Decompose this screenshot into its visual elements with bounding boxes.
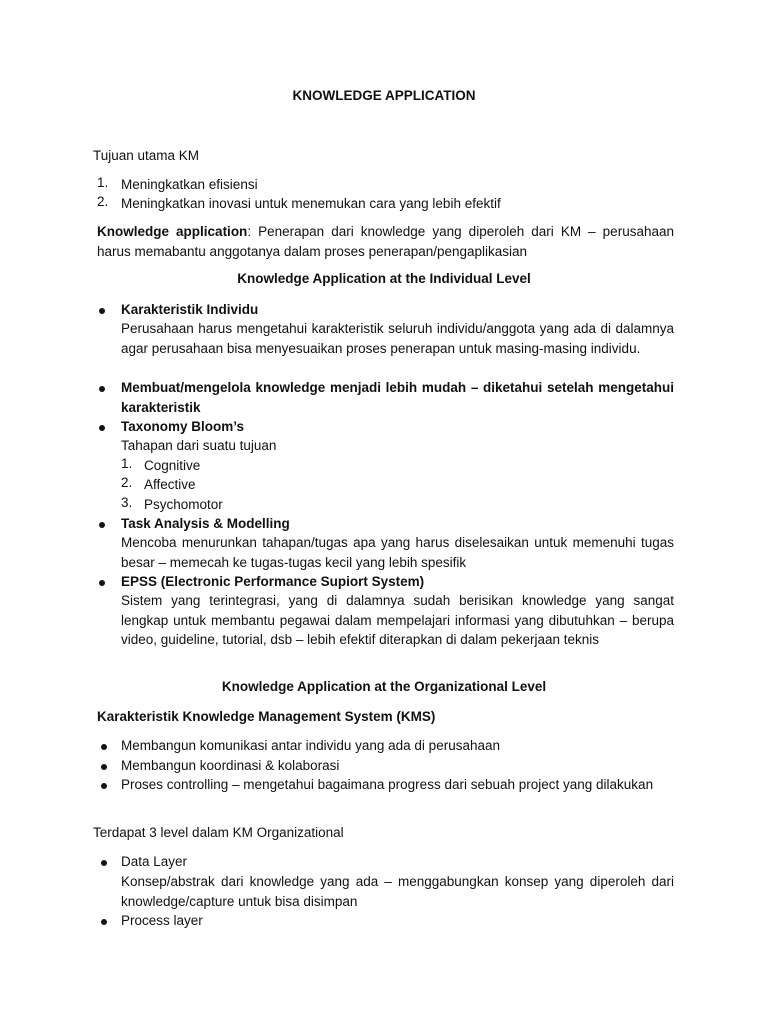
- kms-item-1: Membangun komunikasi antar individu yang ada di perusahaan: [121, 738, 500, 753]
- bullet-icon: [101, 744, 107, 750]
- intro-heading: Tujuan utama KM: [93, 148, 200, 163]
- levels-intro: Terdapat 3 level dalam KM Organizational: [93, 825, 344, 840]
- organizational-level-heading: Knowledge Application at the Organizational Level: [221, 679, 547, 694]
- definition-paragraph: [97, 222, 674, 261]
- epss-text: Sistem yang terintegrasi, yang di dalamnya sudah berisikan knowledge yang sangat lengkap untuk membantu pegawai dalam mempelajari informasi yang dibutuhkan – berupa video, guideline, tutorial, dsb – lebih efektif diterapkan di dalam pekerjaan teknis: [121, 593, 674, 647]
- intro-item-2: Meningkatkan inovasi untuk menemukan cara yang lebih efektif: [121, 196, 501, 211]
- intro-item-2-number: 2.: [97, 194, 109, 209]
- intro-item-1: Meningkatkan efisiensi: [121, 177, 258, 192]
- kms-item-2: Membangun koordinasi & kolaborasi: [121, 758, 340, 773]
- taxonomy-item-3: Psychomotor: [144, 497, 223, 512]
- task-analysis-text: Mencoba menurunkan tahapan/tugas apa yang harus diselesaikan untuk memenuhi tugas besar – memecah ke tugas-tugas kecil yang lebih spesifik: [121, 535, 674, 570]
- bullet-icon: [101, 919, 107, 925]
- bullet-icon: [99, 580, 105, 586]
- membuat-knowledge-title: Membuat/mengelola knowledge menjadi lebih mudah – diketahui setelah mengetahui karakteristik: [121, 380, 674, 415]
- taxonomy-item-2: Affective: [144, 477, 196, 492]
- kms-heading: Karakteristik Knowledge Management System (KMS): [97, 709, 436, 724]
- intro-item-1-number: 1.: [97, 175, 109, 190]
- taxonomy-item-1: Cognitive: [144, 458, 201, 473]
- taxonomy-bloom-text: Tahapan dari suatu tujuan: [121, 438, 277, 453]
- individual-level-heading: Knowledge Application at the Individual Level: [237, 271, 531, 286]
- bullet-icon: [101, 764, 107, 770]
- task-analysis-title: Task Analysis & Modelling: [121, 516, 290, 531]
- taxonomy-item-1-number: 1.: [121, 456, 133, 471]
- taxonomy-item-2-number: 2.: [121, 475, 133, 490]
- taxonomy-item-3-number: 3.: [121, 495, 133, 510]
- bullet-icon: [101, 783, 107, 789]
- taxonomy-bloom-title: Taxonomy Bloom’s: [121, 419, 245, 434]
- definition-text: : Penerapan dari knowledge yang diperoleh dari KM – perusahaan harus memabantu anggotanya dalam proses penerapan/pengaplikasian: [97, 224, 674, 259]
- definition-term: Knowledge application: [97, 224, 248, 239]
- bullet-icon: [99, 386, 105, 392]
- process-layer-title: Process layer: [121, 913, 203, 928]
- document-title: KNOWLEDGE APPLICATION: [292, 88, 476, 103]
- data-layer-title: Data Layer: [121, 854, 188, 869]
- kms-item-3: Proses controlling – mengetahui bagaimana progress dari sebuah project yang dilakukan: [121, 777, 654, 792]
- karakteristik-individu-title: Karakteristik Individu: [121, 302, 259, 317]
- bullet-icon: [101, 860, 107, 866]
- bullet-icon: [99, 308, 105, 314]
- epss-title: EPSS (Electronic Performance Supiort System): [121, 574, 425, 589]
- bullet-icon: [99, 425, 105, 431]
- bullet-icon: [99, 522, 105, 528]
- data-layer-text: Konsep/abstrak dari knowledge yang ada – menggabungkan konsep yang diperoleh dari knowledge/capture untuk bisa disimpan: [121, 874, 674, 909]
- karakteristik-individu-text: Perusahaan harus mengetahui karakteristik seluruh individu/anggota yang ada di dalamnya agar perusahaan bisa menyesuaikan proses penerapan untuk masing-masing individu.: [121, 321, 674, 356]
